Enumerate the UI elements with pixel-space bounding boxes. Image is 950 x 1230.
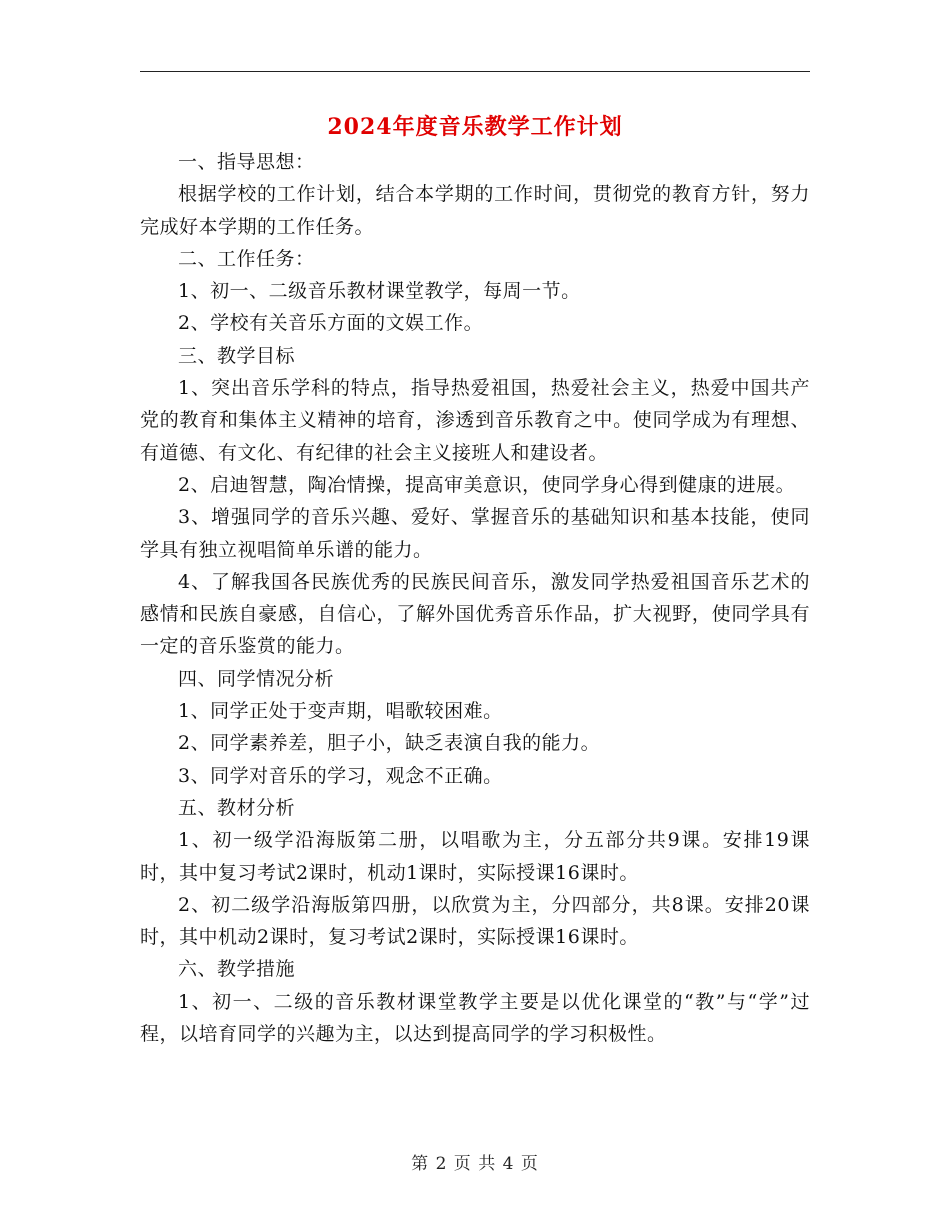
paragraph: 根据学校的工作计划，结合本学期的工作时间，贯彻党的教育方针，努力完成好本学期的工作任务。	[140, 183, 810, 238]
paragraph-heading-3: 三、教学目标	[178, 344, 296, 367]
paragraph: 1、同学正处于变声期，唱歌较困难。	[178, 700, 503, 723]
paragraph-heading-2: 二、工作任务：	[178, 247, 315, 270]
paragraph: 3、同学对音乐的学习，观念不正确。	[178, 764, 503, 787]
paragraph-heading-4: 四、同学情况分析	[178, 667, 335, 690]
paragraph-heading-6: 六、教学措施	[178, 958, 296, 981]
document-title: 2024年度音乐教学工作计划	[327, 114, 623, 140]
paragraph: 3、增强同学的音乐兴趣、爱好、掌握音乐的基础知识和基本技能，使同学具有独立视唱简单乐谱的能力。	[140, 506, 810, 561]
header-rule	[140, 71, 810, 72]
paragraph-heading-5: 五、教材分析	[178, 796, 296, 819]
paragraph: 1、初一、二级音乐教材课堂教学，每周一节。	[178, 280, 581, 303]
paragraph: 2、同学素养差，胆子小，缺乏表演自我的能力。	[178, 732, 601, 755]
paragraph: 2、学校有关音乐方面的文娱工作。	[178, 312, 484, 335]
paragraph: 1、突出音乐学科的特点，指导热爱祖国，热爱社会主义，热爱中国共产党的教育和集体主义精神的培育，渗透到音乐教育之中。使同学成为有理想、有道德、有文化、有纪律的社会主义接班人和建设者。	[140, 377, 810, 464]
paragraph: 1、初一级学沿海版第二册，以唱歌为主，分五部分共9课。安排19课时，其中复习考试2课时，机动1课时，实际授课16课时。	[140, 829, 810, 884]
paragraph: 2、初二级学沿海版第四册，以欣赏为主，分四部分，共8课。安排20课时，其中机动2课时，复习考试2课时，实际授课16课时。	[140, 893, 810, 949]
paragraph: 1、初一、二级的音乐教材课堂教学主要是以优化课堂的“教”与“学”过程，以培育同学的兴趣为主，以达到提高同学的学习积极性。	[140, 990, 810, 1046]
paragraph: 2、启迪智慧，陶冶情操，提高审美意识，使同学身心得到健康的进展。	[178, 473, 796, 496]
paragraph: 4、了解我国各民族优秀的民族民间音乐，激发同学热爱祖国音乐艺术的感情和民族自豪感，自信心，了解外国优秀音乐作品，扩大视野，使同学具有一定的音乐鉴赏的能力。	[140, 570, 810, 658]
page-number-footer: 第 2 页 共 4 页	[411, 1154, 539, 1174]
paragraph-heading-1: 一、指导思想：	[178, 151, 315, 173]
document-body	[140, 146, 810, 1050]
